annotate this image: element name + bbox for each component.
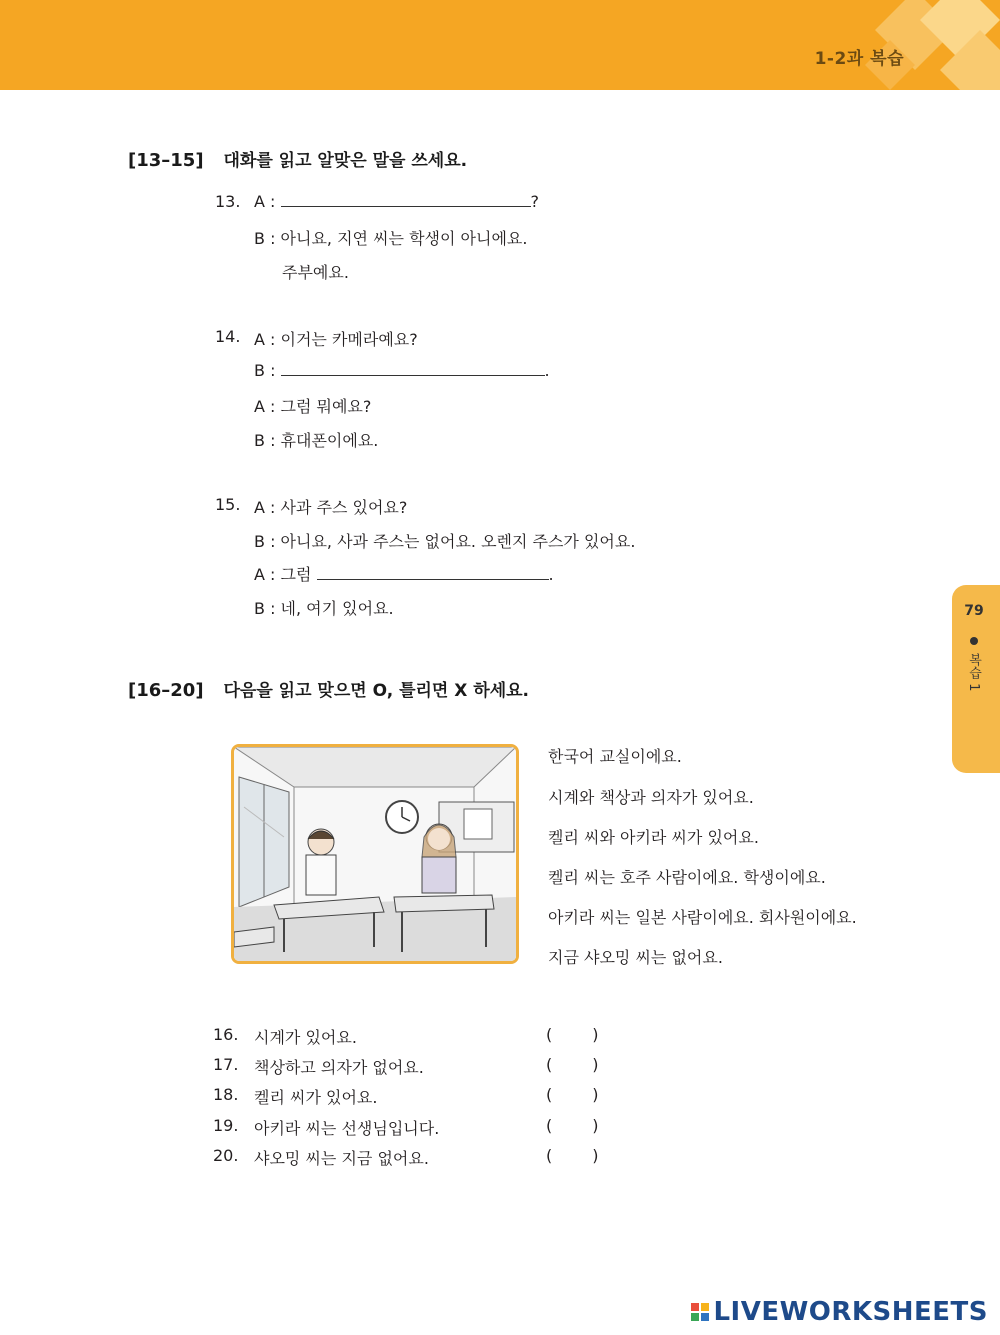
q13-answer-blank[interactable] bbox=[281, 192, 531, 207]
statement-text: 책상하고 의자가 없어요. bbox=[254, 1058, 424, 1077]
q15-speaker-b-line2: B : 네, 여기 있어요. bbox=[254, 599, 394, 618]
statement-text: 샤오밍 씨는 지금 없어요. bbox=[254, 1149, 429, 1168]
answer-box-17[interactable]: ( ) bbox=[546, 1055, 599, 1074]
statement-text: 시계가 있어요. bbox=[254, 1028, 357, 1047]
passage-line: 지금 샤오밍 씨는 없어요. bbox=[548, 948, 723, 967]
passage-line: 켈리 씨는 호주 사람이에요. 학생이에요. bbox=[548, 868, 826, 887]
q14-answer-blank[interactable] bbox=[281, 361, 545, 376]
statement-number: 17. bbox=[213, 1055, 239, 1074]
question-range: [13–15] bbox=[128, 150, 204, 171]
statement-number: 16. bbox=[213, 1025, 239, 1044]
classroom-illustration bbox=[231, 744, 519, 964]
q14-speaker-a-line: A : 이거는 카메라예요? bbox=[254, 330, 418, 349]
question-range: [16–20] bbox=[128, 680, 204, 701]
answer-box-19[interactable]: ( ) bbox=[546, 1116, 599, 1135]
section-instruction: 다음을 읽고 맞으면 O, 틀리면 X 하세요. bbox=[223, 681, 530, 701]
q15-answer-blank[interactable] bbox=[317, 565, 549, 580]
q13-speaker-b-line2: 주부예요. bbox=[282, 263, 349, 282]
q15-speaker-a-line2 bbox=[254, 562, 554, 585]
chapter-title: 1-2과 복습 bbox=[814, 49, 904, 69]
passage-line: 켈리 씨와 아키라 씨가 있어요. bbox=[548, 828, 759, 847]
classroom-scene-image bbox=[234, 747, 516, 961]
section-instruction: 대화를 읽고 알맞은 말을 쓰세요. bbox=[223, 151, 468, 171]
passage-line: 아키라 씨는 일본 사람이에요. 회사원이에요. bbox=[548, 908, 857, 927]
q14-speaker-b-line bbox=[254, 361, 550, 380]
period-mark: . bbox=[544, 361, 550, 380]
q14-speaker-b-line2: B : 휴대폰이에요. bbox=[254, 431, 379, 450]
statement-number: 20. bbox=[213, 1146, 239, 1165]
section-heading-13-15 bbox=[128, 146, 467, 171]
question-mark: ? bbox=[530, 192, 540, 211]
q15-speaker-a-line: A : 사과 주스 있어요? bbox=[254, 498, 408, 517]
speaker-a-label: A : bbox=[254, 192, 276, 211]
period-mark: . bbox=[548, 565, 554, 584]
question-number-15: 15. bbox=[215, 495, 241, 514]
q14-speaker-a-line2: A : 그럼 뭐예요? bbox=[254, 397, 372, 416]
bullet-dot-icon bbox=[970, 637, 978, 645]
statement-text: 아키라 씨는 선생님입니다. bbox=[254, 1119, 440, 1138]
answer-box-16[interactable]: ( ) bbox=[546, 1025, 599, 1044]
logo-squares-icon bbox=[691, 1303, 709, 1321]
statement-text: 켈리 씨가 있어요. bbox=[254, 1088, 378, 1107]
speaker-b-label: B : bbox=[254, 361, 276, 380]
question-number-13: 13. bbox=[215, 192, 241, 211]
statement-number: 18. bbox=[213, 1085, 239, 1104]
statement-number: 19. bbox=[213, 1116, 239, 1135]
q13-speaker-b-line: B : 아니요, 지연 씨는 학생이 아니에요. bbox=[254, 229, 528, 248]
answer-box-18[interactable]: ( ) bbox=[546, 1085, 599, 1104]
q15-speaker-b-line: B : 아니요, 사과 주스는 없어요. 오렌지 주스가 있어요. bbox=[254, 532, 636, 551]
speaker-a-prefix: A : 그럼 bbox=[254, 565, 312, 584]
passage-line: 한국어 교실이에요. bbox=[548, 747, 682, 766]
page-number: 79 bbox=[964, 603, 984, 619]
answer-box-20[interactable]: ( ) bbox=[546, 1146, 599, 1165]
header-bar bbox=[0, 0, 1000, 90]
side-page-tab bbox=[952, 585, 1000, 773]
passage-line: 시계와 책상과 의자가 있어요. bbox=[548, 788, 754, 807]
liveworksheets-logo bbox=[691, 1297, 988, 1327]
question-number-14: 14. bbox=[215, 327, 241, 346]
side-tab-label: 복습 1 bbox=[966, 653, 981, 692]
logo-text: LIVEWORKSHEETS bbox=[713, 1297, 988, 1327]
q13-speaker-a-line bbox=[254, 192, 539, 211]
section-heading-16-20 bbox=[128, 676, 529, 701]
